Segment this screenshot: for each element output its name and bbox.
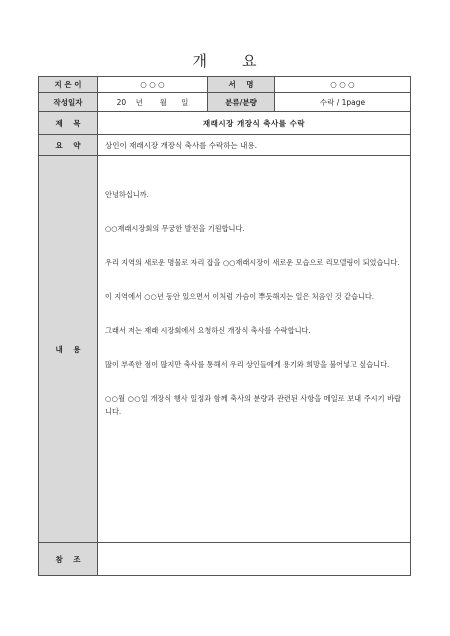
content-body[interactable]: [98, 156, 411, 543]
subject-row: [39, 112, 411, 135]
reference-label: 참 조: [39, 543, 98, 576]
title-char-2: 요: [242, 52, 258, 70]
content-paragraph: 많이 부족한 점이 많지만 축사를 통해서 우리 상인들에게 용기와 희망을 불어넣고 싶습니다.: [105, 360, 390, 369]
signature-label: 서 명: [208, 77, 275, 93]
subject-label: 제 목: [39, 112, 98, 135]
date-row: [39, 93, 411, 112]
document-title: [0, 50, 450, 71]
content-paragraph: 그래서 저는 재래 시장회에서 요청하신 개장식 축사를 수락합니다.: [105, 326, 311, 335]
reference-value[interactable]: [98, 543, 411, 576]
reference-row: [39, 543, 411, 576]
content-paragraph: 우리 지역의 새로운 명물로 자리 잡을 ○○재래시장이 새로운 모습으로 리모델링이 되었습니다.: [105, 258, 400, 267]
content-paragraph: 이 지역에서 ○○년 동안 있으면서 이처럼 가슴이 뿌듯해지는 일은 처음인 것 같습니다.: [105, 292, 375, 301]
content-paragraph: ○○재래시장회의 무궁한 발전을 기원합니다.: [105, 224, 245, 233]
summary-value[interactable]: 상인이 재래시장 개장식 축사를 수락하는 내용.: [98, 135, 411, 156]
content-row: [39, 156, 411, 543]
author-label: 지 은 이: [39, 77, 98, 93]
title-char-1: 개: [192, 52, 208, 70]
author-row: [39, 77, 411, 93]
subject-value[interactable]: 재래시장 개장식 축사를 수락: [98, 112, 411, 135]
overview-form: [38, 76, 411, 576]
content-paragraph: 안녕하십니까.: [105, 190, 149, 199]
date-value[interactable]: 20 년 월 일: [98, 93, 208, 112]
signature-value[interactable]: ○ ○ ○: [275, 77, 411, 93]
summary-label: 요 약: [39, 135, 98, 156]
category-value[interactable]: 수락 / 1page: [275, 93, 411, 112]
date-label: 작성일자: [39, 93, 98, 112]
summary-row: [39, 135, 411, 156]
content-label: 내 용: [39, 156, 98, 543]
category-label: 분류/분량: [208, 93, 275, 112]
author-value[interactable]: ○ ○ ○: [98, 77, 208, 93]
content-paragraph: ○○월 ○○일 개장식 행사 일정과 함께 축사의 분량과 관련된 사항을 메일로 보내 주시기 바랍니다.: [105, 394, 401, 416]
